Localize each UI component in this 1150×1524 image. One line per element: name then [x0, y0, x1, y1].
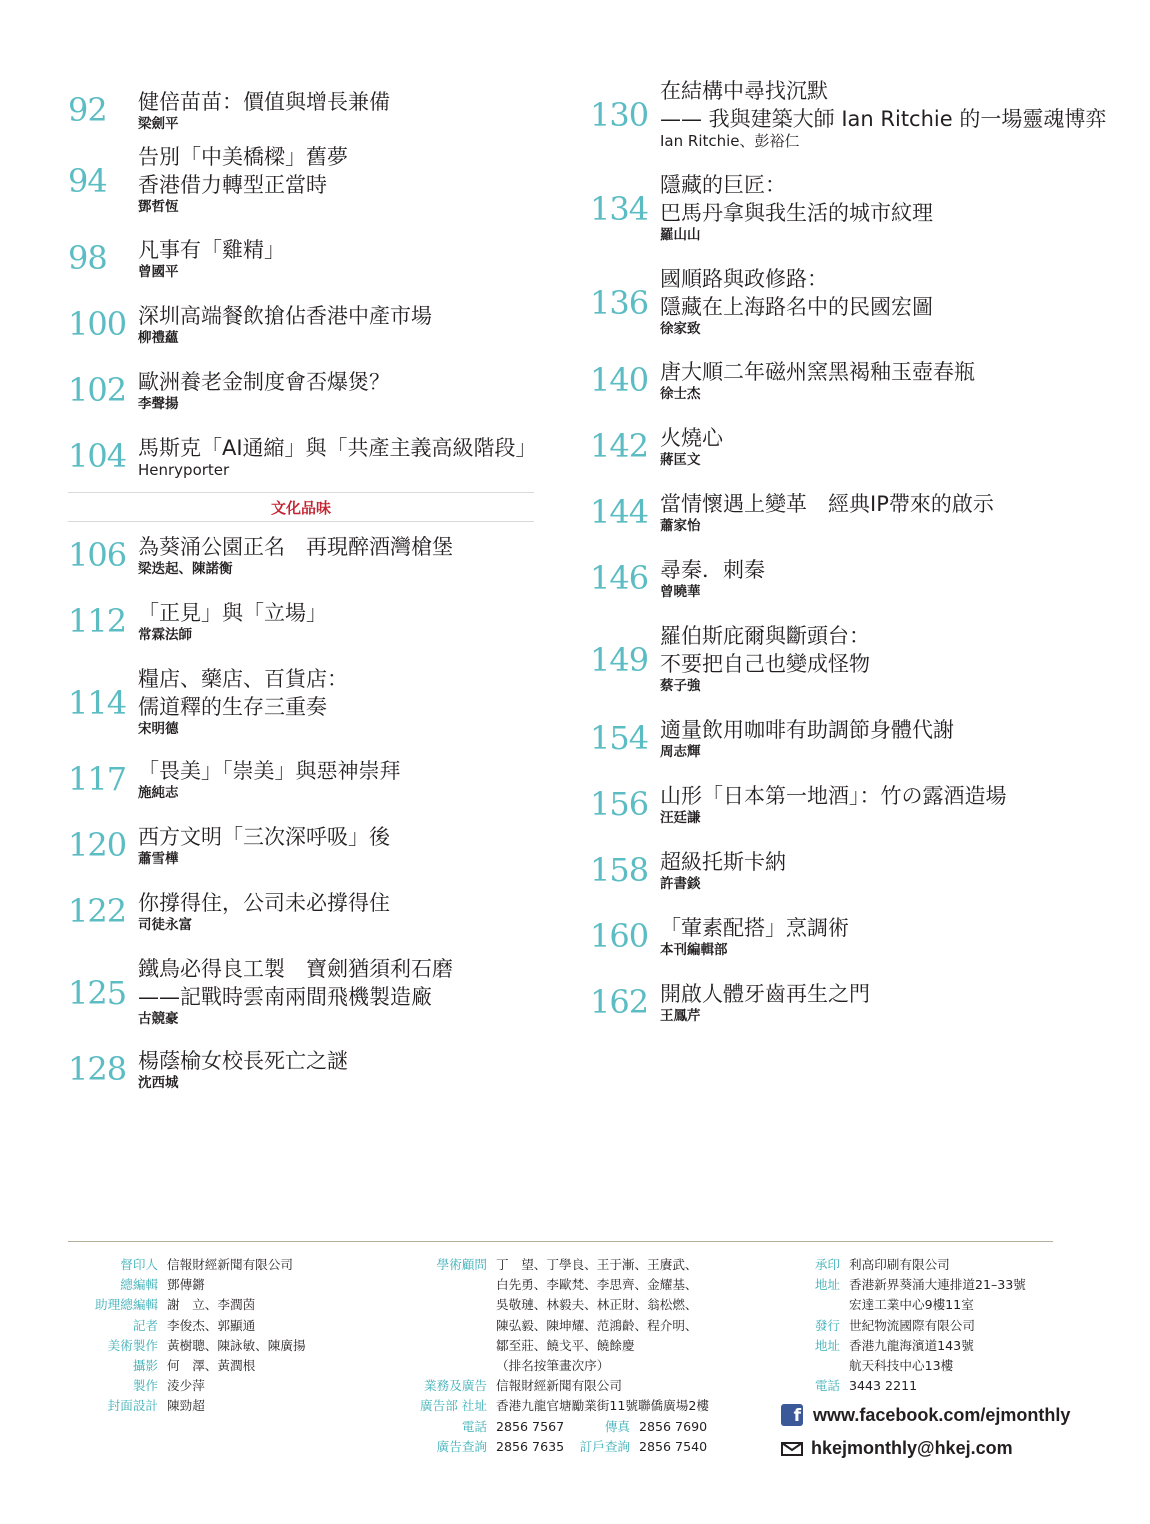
- credit-label: 總編輯: [120, 1277, 158, 1293]
- credit-row: [800, 1295, 1026, 1315]
- credit-label: 攝影: [132, 1358, 158, 1374]
- credits-printing: [800, 1255, 1026, 1396]
- credit-row: [402, 1417, 709, 1437]
- entry-body: [138, 889, 390, 934]
- credit-row: [78, 1316, 306, 1336]
- article-author: 梁劍平: [138, 116, 179, 132]
- article-title: 隱藏的巨匠：: [660, 173, 786, 197]
- article-title: 凡事有「雞精」: [138, 238, 285, 262]
- article-author: 古競豪: [138, 1011, 179, 1027]
- article-title: 在結構中尋找沉默: [660, 79, 828, 103]
- article-title: —— 我與建築大師 Ian Ritchie 的一場靈魂博弈: [660, 107, 1107, 131]
- credit-row: [800, 1275, 1026, 1295]
- article-title: 超級托斯卡納: [660, 850, 786, 874]
- credit-value: 陳勁超: [167, 1398, 205, 1414]
- page-number: 130: [590, 96, 649, 134]
- entry-body: [660, 77, 1106, 150]
- article-author: 宋明德: [138, 721, 179, 737]
- article-title: 糧店、藥店、百貨店：: [138, 667, 348, 691]
- entry-body: [138, 434, 537, 479]
- article-title: 儒道釋的生存三重奏: [138, 695, 327, 719]
- article-author: 蔡子強: [660, 678, 701, 694]
- email-link[interactable]: [781, 1438, 1013, 1459]
- credit-value: 2856 7635: [496, 1438, 565, 1454]
- entry-body: [660, 848, 786, 893]
- entry-body: [660, 622, 870, 695]
- article-author: 曾國平: [138, 264, 179, 280]
- article-author: 柳禮蘊: [138, 330, 179, 346]
- page-number: 100: [68, 305, 127, 343]
- credit-row: [78, 1295, 306, 1315]
- article-author: 鄧哲恆: [138, 199, 179, 215]
- article-author: 蕭雪樺: [138, 851, 179, 867]
- page-number: 120: [68, 826, 127, 864]
- page-number: 112: [68, 602, 127, 640]
- credit-label: 美術製作: [107, 1337, 158, 1353]
- credit-label: [402, 1295, 496, 1315]
- credit-label: 地址: [814, 1337, 840, 1353]
- credit-label: 發行: [814, 1317, 840, 1333]
- entry-body: [138, 823, 390, 868]
- article-author: 許書錟: [660, 876, 701, 892]
- credit-value: 謝 立、李潤茵: [167, 1297, 256, 1313]
- credit-row: [402, 1255, 709, 1275]
- entry-body: [660, 556, 765, 601]
- credit-value: 白先勇、李歐梵、李思齊、金耀基、: [496, 1277, 698, 1293]
- entry-body: [138, 1047, 348, 1092]
- credit-row: [800, 1376, 1026, 1396]
- page-number: 160: [590, 917, 649, 955]
- page-number: 106: [68, 536, 127, 574]
- facebook-url: www.facebook.com/ejmonthly: [813, 1404, 1071, 1425]
- entry-body: [138, 757, 401, 802]
- credit-value: 吳敬璉、林毅夫、林正財、翁松燃、: [496, 1297, 698, 1313]
- credit-row: [402, 1356, 709, 1376]
- credit-row: [800, 1356, 1026, 1376]
- page-number: 117: [68, 760, 127, 798]
- credit-label: [800, 1356, 849, 1376]
- article-author: 司徒永富: [138, 917, 192, 933]
- entry-body: [660, 358, 975, 403]
- credit-label: 廣告部 社址: [420, 1398, 487, 1414]
- credit-value: 淩少萍: [167, 1378, 205, 1394]
- credit-row: [402, 1316, 709, 1336]
- page-number: 158: [590, 851, 649, 889]
- credit-value: 鄒至莊、饒戈平、饒餘慶: [496, 1337, 635, 1353]
- entry-body: [660, 265, 933, 338]
- article-title: 當情懷遇上變革 經典IP帶來的啟示: [660, 492, 994, 516]
- article-author: 徐家致: [660, 321, 701, 337]
- credit-value: 香港新界葵涌大連排道21–33號: [849, 1277, 1026, 1293]
- entry-body: [660, 914, 849, 959]
- entry-body: [660, 716, 954, 761]
- credit-row: [78, 1275, 306, 1295]
- article-title: 國順路與政修路：: [660, 267, 828, 291]
- article-title: 火燒心: [660, 426, 723, 450]
- credit-value: 世紀物流國際有限公司: [849, 1317, 975, 1333]
- credit-value: 鄧傳鏘: [167, 1277, 205, 1293]
- article-title: 尋秦．刺秦: [660, 558, 765, 582]
- credit-label: 製作: [132, 1378, 158, 1394]
- article-title: 「正見」與「立場」: [138, 601, 327, 625]
- article-title: 鐵鳥必得良工製 寶劍猶須利石磨: [138, 957, 453, 981]
- credit-row: [402, 1437, 709, 1457]
- section-heading: 文化品味: [270, 499, 331, 517]
- section-rule-top: [68, 492, 534, 493]
- article-title: ——記戰時雲南兩間飛機製造廠: [138, 985, 432, 1009]
- entry-body: [660, 171, 933, 244]
- credit-row: [800, 1316, 1026, 1336]
- page-number: 102: [68, 371, 127, 409]
- credit-row: [402, 1295, 709, 1315]
- entry-body: [138, 236, 285, 281]
- entry-body: [138, 143, 348, 216]
- article-author: 梁迭起、陳諾衡: [138, 561, 233, 577]
- page-number: 149: [590, 641, 649, 679]
- credit-value: 香港九龍海濱道143號: [849, 1337, 974, 1353]
- entry-body: [138, 599, 327, 644]
- credit-row: [78, 1356, 306, 1376]
- article-author: 蔣匡文: [660, 452, 701, 468]
- email-address: hkejmonthly@hkej.com: [811, 1438, 1013, 1458]
- credit-row: [78, 1396, 306, 1416]
- page-number: 92: [68, 91, 107, 129]
- credit-row: [78, 1255, 306, 1275]
- article-author: 曾曉華: [660, 584, 701, 600]
- article-author: 李聲揚: [138, 396, 179, 412]
- credit-label: 督印人: [120, 1257, 158, 1272]
- page-number: 114: [68, 684, 127, 722]
- credit-label: 承印: [814, 1257, 840, 1272]
- article-title: 歐洲養老金制度會否爆煲？: [138, 370, 390, 394]
- credit-value: 黃樹聰、陳詠敏、陳廣揚: [167, 1337, 306, 1353]
- section-rule-bottom: [68, 521, 534, 522]
- article-title: 「畏美」「崇美」與惡神崇拜: [138, 759, 401, 783]
- credit-label: 電話: [461, 1418, 487, 1434]
- credit-row: [402, 1336, 709, 1356]
- credit-label: 訂戶查詢: [579, 1438, 630, 1454]
- article-title: 為葵涌公園正名 再現醉酒灣槍堡: [138, 535, 453, 559]
- entry-body: [138, 665, 348, 738]
- credit-label: [800, 1295, 849, 1315]
- article-title: 馬斯克「AI通縮」與「共產主義高級階段」: [138, 436, 537, 460]
- article-author: 沈西城: [138, 1075, 179, 1091]
- entry-body: [138, 955, 453, 1028]
- credit-value: （排名按筆畫次序）: [496, 1358, 610, 1374]
- credit-row: [402, 1275, 709, 1295]
- credit-value: 2856 7690: [639, 1418, 708, 1434]
- entry-body: [138, 302, 432, 347]
- page-number: 154: [590, 719, 649, 757]
- article-author: Henryporter: [138, 461, 230, 479]
- page-number: 144: [590, 493, 649, 531]
- page-number: 146: [590, 559, 649, 597]
- credit-label: [402, 1356, 496, 1376]
- article-author: 本刊編輯部: [660, 942, 728, 958]
- credit-label: 地址: [814, 1277, 840, 1293]
- article-title: 唐大順二年磁州窯黑褐釉玉壺春瓶: [660, 360, 975, 384]
- page-number: 162: [590, 983, 649, 1021]
- article-title: 深圳高端餐飲搶佔香港中產市場: [138, 304, 432, 328]
- credits-advisors: [402, 1255, 709, 1457]
- footer-divider: [68, 1241, 1053, 1242]
- credit-value: 香港九龍官塘勵業街11號聯僑廣場2樓: [496, 1398, 709, 1414]
- credit-value: 航天科技中心13樓: [849, 1358, 954, 1374]
- credit-row: [402, 1376, 709, 1396]
- credit-value: 丁 望、丁學良、王于漸、王賡武、: [496, 1257, 698, 1272]
- page-number: 94: [68, 162, 107, 200]
- page-number: 156: [590, 785, 649, 823]
- credit-value: 何 澤、黃潤根: [167, 1358, 256, 1374]
- entry-body: [660, 980, 870, 1025]
- page-number: 98: [68, 239, 107, 277]
- page-number: 142: [590, 427, 649, 465]
- entry-body: [138, 88, 390, 133]
- page-number: 134: [590, 190, 649, 228]
- credit-row: [800, 1336, 1026, 1356]
- article-author: 常霖法師: [138, 627, 192, 643]
- entry-body: [138, 368, 390, 413]
- article-title: 你撐得住，公司未必撐得住: [138, 891, 390, 915]
- article-author: 周志輝: [660, 744, 701, 760]
- article-title: 「葷素配搭」烹調術: [660, 916, 849, 940]
- credit-value: 陳弘毅、陳坤耀、范鴻齡、程介明、: [496, 1317, 698, 1333]
- article-title: 山形「日本第一地酒」：竹の露酒造場: [660, 784, 1007, 808]
- credit-value: 信報財經新聞有限公司: [496, 1378, 622, 1394]
- article-author: Ian Ritchie、彭裕仁: [660, 132, 800, 150]
- entry-body: [660, 782, 1007, 827]
- facebook-icon: f: [781, 1404, 803, 1426]
- article-author: 王鳳芹: [660, 1008, 701, 1024]
- credit-row: [402, 1396, 709, 1416]
- facebook-link[interactable]: [781, 1404, 1070, 1426]
- credit-label: 業務及廣告: [424, 1378, 487, 1394]
- article-title: 適量飲用咖啡有助調節身體代謝: [660, 718, 954, 742]
- article-title: 西方文明「三次深呼吸」後: [138, 825, 390, 849]
- article-title: 開啟人體牙齒再生之門: [660, 982, 870, 1006]
- credit-label: [402, 1275, 496, 1295]
- entry-body: [660, 490, 994, 535]
- credit-label: 學術顧問: [436, 1257, 487, 1272]
- email-icon: [781, 1442, 803, 1456]
- credit-label: [402, 1336, 496, 1356]
- page-number: 125: [68, 974, 127, 1012]
- credit-row: [800, 1255, 1026, 1275]
- credit-value: 宏達工業中心9樓11室: [849, 1297, 974, 1313]
- credit-value: 利高印刷有限公司: [849, 1257, 950, 1272]
- article-title: 隱藏在上海路名中的民國宏圖: [660, 295, 933, 319]
- credit-label: 電話: [814, 1378, 840, 1394]
- credit-label: 記者: [132, 1317, 158, 1333]
- page-number: 140: [590, 361, 649, 399]
- article-author: 汪廷謙: [660, 810, 701, 826]
- entry-body: [660, 424, 723, 469]
- article-title: 楊蔭榆女校長死亡之謎: [138, 1049, 348, 1073]
- entry-body: [138, 533, 453, 578]
- credit-value: 2856 7540: [639, 1438, 708, 1454]
- credits-editorial: [78, 1255, 306, 1417]
- credit-value: 李俊杰、郭顯通: [167, 1317, 256, 1333]
- article-title: 香港借力轉型正當時: [138, 173, 327, 197]
- article-author: 蕭家怡: [660, 518, 701, 534]
- article-title: 不要把自己也變成怪物: [660, 652, 870, 676]
- credit-row: [78, 1336, 306, 1356]
- article-title: 羅伯斯庇爾與斷頭台：: [660, 624, 870, 648]
- credit-label: 廣告查詢: [436, 1438, 487, 1454]
- page-number: 104: [68, 437, 127, 475]
- article-author: 羅山山: [660, 227, 701, 243]
- page-number: 122: [68, 892, 127, 930]
- page-number: 136: [590, 284, 649, 322]
- credit-row: [78, 1376, 306, 1396]
- credit-label: [402, 1316, 496, 1336]
- credit-label: 傳真: [604, 1418, 630, 1434]
- article-author: 施純志: [138, 785, 179, 801]
- credit-label: 封面設計: [107, 1398, 158, 1414]
- article-author: 徐士杰: [660, 386, 701, 402]
- article-title: 告別「中美橋樑」舊夢: [138, 145, 348, 169]
- article-title: 巴馬丹拿與我生活的城市紋理: [660, 201, 933, 225]
- credit-value: 2856 7567: [496, 1418, 565, 1434]
- credit-value: 信報財經新聞有限公司: [167, 1257, 293, 1272]
- credit-label: 助理總編輯: [95, 1297, 158, 1313]
- page-number: 128: [68, 1050, 127, 1088]
- article-title: 健倍苗苗：價值與增長兼備: [138, 90, 390, 114]
- credit-value: 3443 2211: [849, 1378, 918, 1394]
